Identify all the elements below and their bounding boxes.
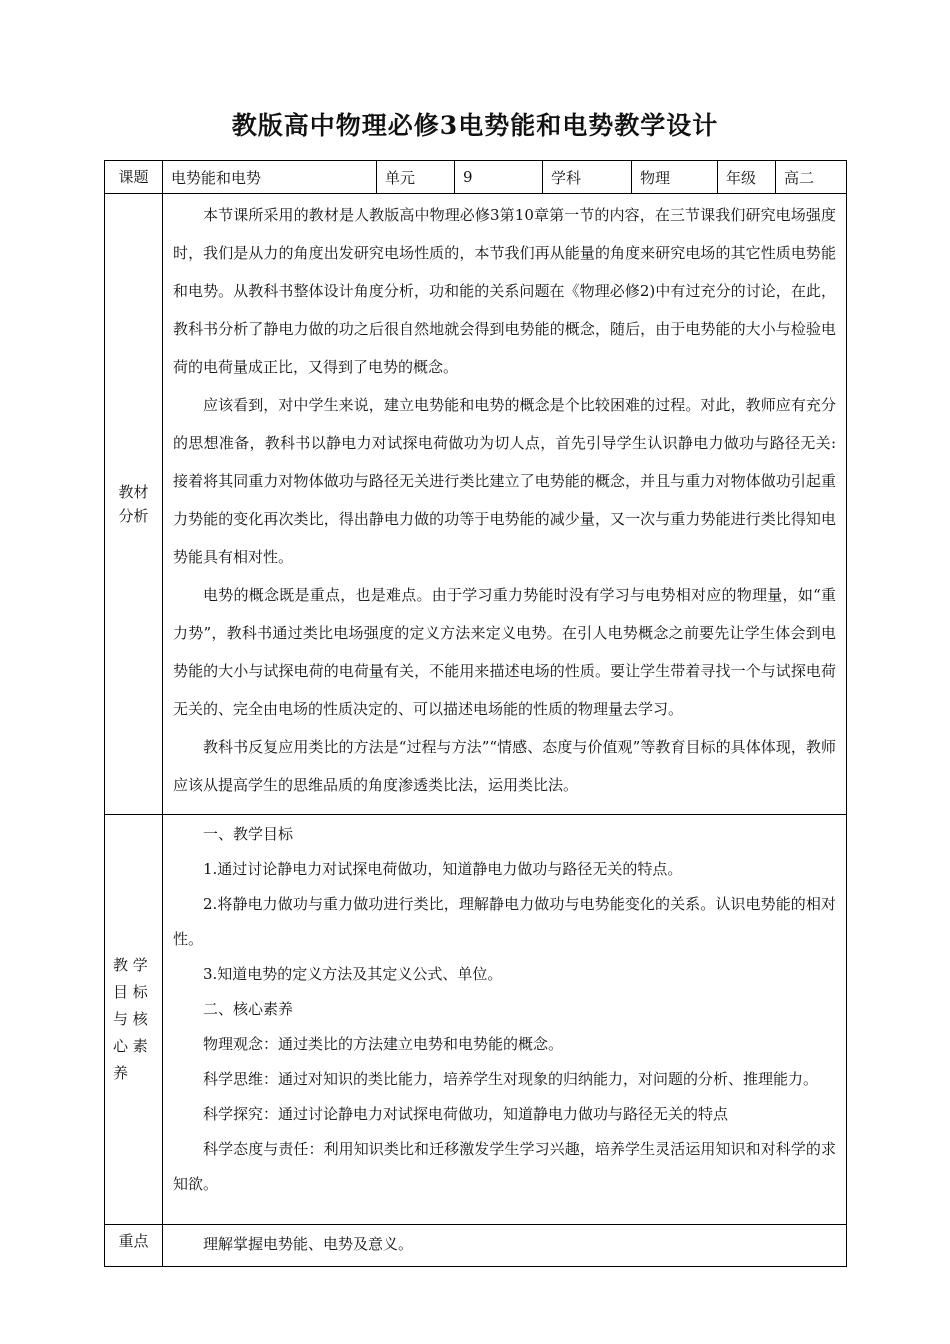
keypoint-row [105,1225,847,1267]
keypoint-text: 理解掌握电势能、电势及意义。 [203,1235,414,1253]
goals-label-line: 教 学 [113,956,148,974]
keypoint-label: 重点 [105,1225,163,1267]
grade-label: 年级 [718,161,776,194]
unit-value: 9 [455,161,543,194]
unit-label: 单元 [377,161,455,194]
header-row [105,161,847,194]
goals-line: 科学探究：通过讨论静电力对试探电荷做功，知道静电力做功与路径无关的特点 [203,1105,729,1123]
goals-line: 物理观念：通过类比的方法建立电势和电势能的概念。 [203,1035,564,1053]
subject-value: 物理 [632,161,718,194]
analysis-paragraph: 教科书反复应用类比的方法是“过程与方法”“情感、态度与价值观”等教育目标的具体体现，教师应该从提高学生的思维品质的角度渗透类比法，运用类比法。 [173,738,836,794]
analysis-paragraph: 本节课所采用的教材是人教版高中物理必修3第10章第一节的内容，在三节课我们研究电场强度时，我们是从力的角度出发研究电场性质的，本节我们再从能量的角度来研究电场的其它性质电势能和电势。从教科书整体设计角度分析，功和能的关系问题在《物理必修2)中有过充分的讨论，在此， 教科书分析了静电力做的功之后很自然地就会得到电势能的概念，随后，由于电势能的大小与检验电荷的电荷量成正比，又得到了电势的概念。 [173,206,836,376]
goals-line: 2.将静电力做功与重力做功进行类比，理解静电力做功与电势能变化的关系。认识电势能的相对性。 [173,895,836,948]
lesson-plan-table [104,160,847,1267]
goals-content [163,815,847,1225]
keypoint-content [163,1225,847,1267]
goals-label-line: 与 核 [113,1010,148,1028]
topic-value: 电势能和电势 [163,161,377,194]
goals-line: 一、教学目标 [203,825,294,843]
goals-line: 3.知道电势的定义方法及其定义公式、单位。 [203,965,503,983]
document-title: 教版高中物理必修3电势能和电势教学设计 [231,111,719,140]
goals-label-line: 目 标 [113,983,148,1001]
subject-label: 学科 [543,161,632,194]
analysis-paragraph: 电势的概念既是重点，也是难点。由于学习重力势能时没有学习与电势相对应的物理量，如“重力势”，教科书通过类比电场强度的定义方法来定义电势。在引人电势概念之前要先让学生体会到电势能的大小与试探电荷的电荷量有关，不能用来描述电场的性质。要让学生带着寻找一个与试探电荷无关的、完全由电场的性质决定的、可以描述电场能的性质的物理量去学习。 [173,586,836,718]
analysis-label [105,194,163,815]
goals-row [105,815,847,1225]
goals-line: 科学思维：通过对知识的类比能力，培养学生对现象的归纳能力，对问题的分析、推理能力。 [203,1070,819,1088]
analysis-label-text: 教材分析 [118,483,149,525]
goals-line: 科学态度与责任：利用知识类比和迁移激发学生学习兴趣，培养学生灵活运用知识和对科学的求知欲。 [173,1140,836,1193]
goals-label-line: 养 [113,1064,129,1082]
topic-label: 课题 [105,161,163,194]
goals-label [105,815,163,1225]
goals-label-line: 心 素 [113,1037,148,1055]
analysis-content [163,194,847,815]
goals-line: 二、核心素养 [203,1000,294,1018]
analysis-row [105,194,847,815]
grade-value: 高二 [776,161,847,194]
analysis-paragraph: 应该看到，对中学生来说，建立电势能和电势的概念是个比较困难的过程。对此，教师应有充分的思想准备，教科书以静电力对试探电荷做功为切人点，首先引导学生认识静电力做功与路径无关:接着将其同重力对物体做功与路径无关进行类比建立了电势能的概念，并且与重力对物体做功引起重力势能的变化再次类比，得出静电力做的功等于电势能的减少量，又一次与重力势能进行类比得知电势能具有相对性。 [173,396,836,566]
goals-line: 1.通过讨论静电力对试探电荷做功，知道静电力做功与路径无关的特点。 [203,860,683,878]
